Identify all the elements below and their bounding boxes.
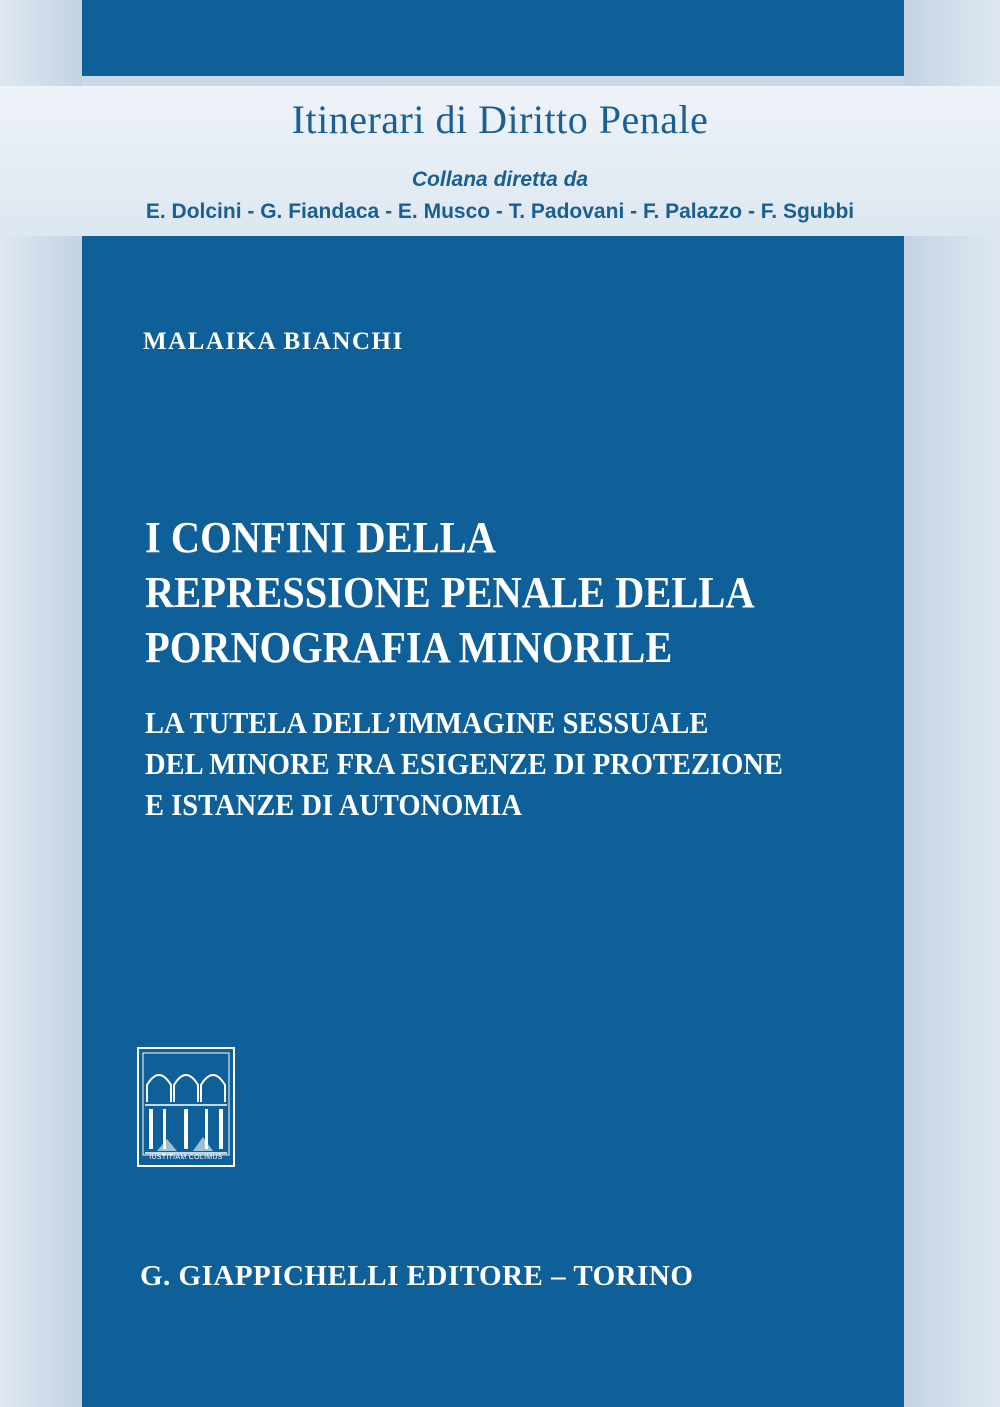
author-name: MALAIKA BIANCHI <box>143 328 404 355</box>
book-title-line: I CONFINI DELLA <box>145 513 496 562</box>
book-subtitle-line: DEL MINORE FRA ESIGENZE DI PROTEZIONE <box>145 746 783 781</box>
series-title: Itinerari di Diritto Penale <box>291 97 709 142</box>
logo-motto: IUSTITIAM COLIMUS <box>149 1154 223 1161</box>
series-subtitle: Collana diretta da <box>411 168 589 191</box>
book-subtitle <box>145 702 885 825</box>
book-subtitle-line: E ISTANZE DI AUTONOMIA <box>145 787 522 822</box>
book-subtitle-line: LA TUTELA DELL’IMMAGINE SESSUALE <box>145 705 709 740</box>
courthouse-arches-icon <box>137 1047 235 1167</box>
book-title-line: REPRESSIONE PENALE DELLA <box>145 568 755 617</box>
series-editors: E. Dolcini - G. Fiandaca - E. Musco - T. Padovani - F. Palazzo - F. Sgubbi <box>145 200 855 223</box>
top-blue-band <box>82 0 904 76</box>
book-title-line: PORNOGRAFIA MINORILE <box>145 623 673 672</box>
publisher-name: G. GIAPPICHELLI EDITORE – TORINO <box>140 1260 694 1292</box>
book-title <box>145 510 885 675</box>
